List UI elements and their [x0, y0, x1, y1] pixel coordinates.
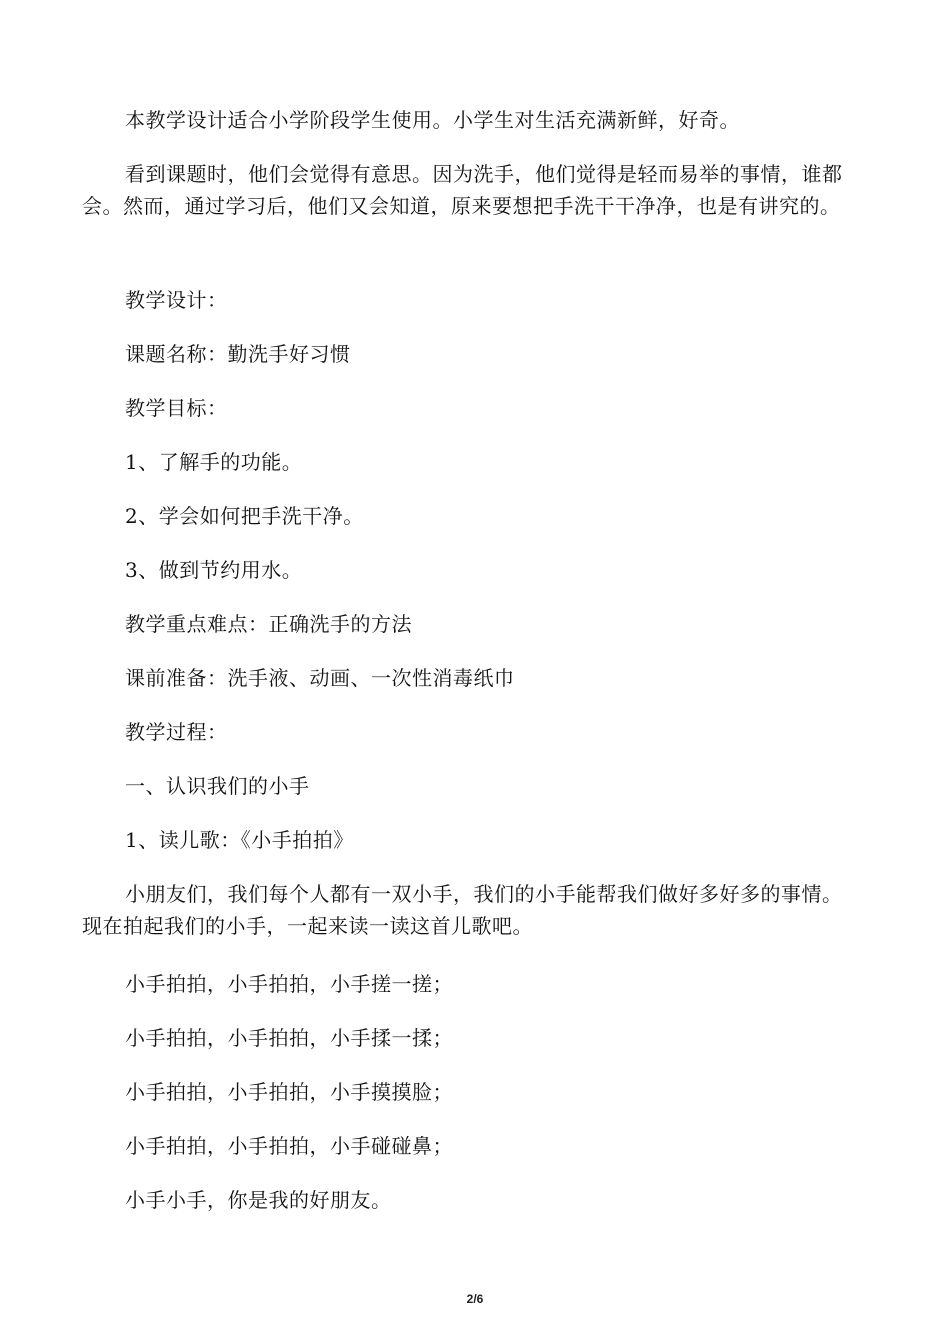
rhyme-line-1: 小手拍拍，小手拍拍，小手搓一搓；: [125, 972, 453, 996]
goal-item-2: 2、学会如何把手洗干净。: [125, 504, 364, 528]
heading-teaching-process: 教学过程：: [125, 720, 228, 744]
paragraph-topic-reaction: 看到课题时，他们会觉得有意思。因为洗手，他们觉得是轻而易举的事情，谁都会。然而，通过学习后，他们又会知道，原来要想把手洗干干净净，也是有讲究的。: [82, 162, 843, 218]
goal-item-1: 1、了解手的功能。: [125, 450, 303, 474]
lesson-title: 课题名称：勤洗手好习惯: [125, 342, 351, 366]
subsection-rhyme: 1、读儿歌：《小手拍拍》: [125, 828, 354, 852]
heading-teaching-goals: 教学目标：: [125, 396, 228, 420]
paragraph-rhyme-intro: 小朋友们，我们每个人都有一双小手，我们的小手能帮我们做好多好多的事情。现在拍起我们的小手，一起来读一读这首儿歌吧。: [82, 882, 843, 938]
goal-item-3: 3、做到节约用水。: [125, 558, 303, 582]
key-difficulties: 教学重点难点：正确洗手的方法: [125, 612, 412, 636]
paragraph-intro: 本教学设计适合小学阶段学生使用。小学生对生活充满新鲜，好奇。: [125, 108, 740, 132]
rhyme-line-2: 小手拍拍，小手拍拍，小手揉一揉；: [125, 1026, 453, 1050]
heading-teaching-design: 教学设计：: [125, 288, 228, 312]
page-number: 2/6: [466, 1292, 484, 1306]
rhyme-line-3: 小手拍拍，小手拍拍，小手摸摸脸；: [125, 1080, 453, 1104]
section-heading-1: 一、认识我们的小手: [125, 774, 310, 798]
rhyme-line-5: 小手小手，你是我的好朋友。: [125, 1188, 392, 1212]
rhyme-line-4: 小手拍拍，小手拍拍，小手碰碰鼻；: [125, 1134, 453, 1158]
preparation: 课前准备：洗手液、动画、一次性消毒纸巾: [125, 666, 515, 690]
